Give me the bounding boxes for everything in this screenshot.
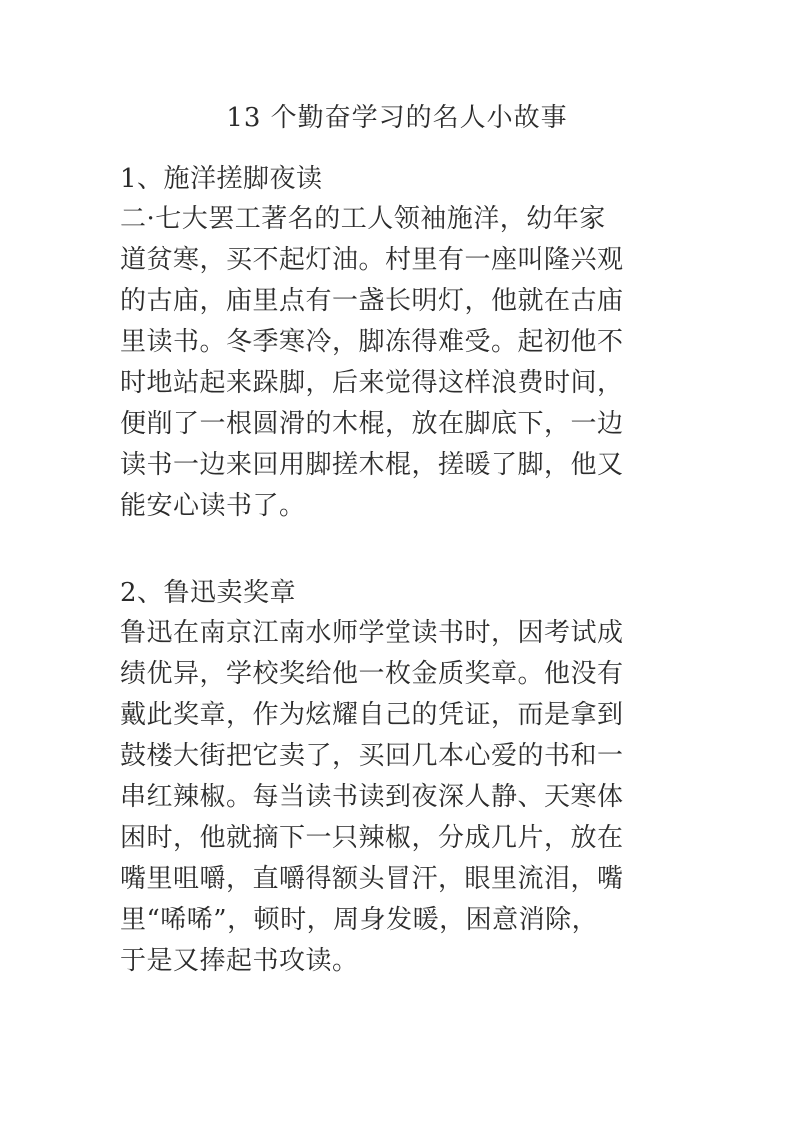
story-heading: 1、施洋搓脚夜读 (120, 164, 323, 194)
story-section-2 (120, 574, 690, 982)
paragraph-line: 二·七大罢工著名的工人领袖施洋，幼年家 (120, 204, 606, 234)
paragraph-line: 鼓楼大街把它卖了，买回几本心爱的书和一 (120, 741, 624, 771)
paragraph-line: 时地站起来跺脚，后来觉得这样浪费时间， (120, 368, 624, 398)
story-section-1 (120, 160, 690, 527)
story-heading: 2、鲁迅卖奖章 (120, 578, 297, 608)
paragraph-line: 读书一边来回用脚搓木棍，搓暖了脚，他又 (120, 450, 624, 480)
paragraph-line: 于是又捧起书攻读。 (120, 946, 359, 976)
paragraph-line: 的古庙，庙里点有一盏长明灯，他就在古庙 (120, 286, 624, 316)
paragraph-line: 道贫寒，买不起灯油。村里有一座叫隆兴观 (120, 245, 624, 275)
page-title: 13 个勤奋学习的名人小故事 (226, 103, 568, 133)
paragraph-line: 便削了一根圆滑的木棍，放在脚底下，一边 (120, 409, 624, 439)
paragraph-line: 绩优异，学校奖给他一枚金质奖章。他没有 (120, 659, 624, 689)
paragraph-line: 里读书。冬季寒冷，脚冻得难受。起初他不 (120, 327, 624, 357)
paragraph-line: 串红辣椒。每当读书读到夜深人静、天寒体 (120, 782, 624, 812)
paragraph-line: 能安心读书了。 (120, 491, 306, 521)
paragraph-line: 里“唏唏”，顿时，周身发暖，困意消除， (120, 905, 599, 935)
paragraph-line: 嘴里咀嚼，直嚼得额头冒汗，眼里流泪，嘴 (120, 864, 624, 894)
paragraph-line: 戴此奖章，作为炫耀自己的凭证，而是拿到 (120, 700, 624, 730)
paragraph-line: 困时，他就摘下一只辣椒，分成几片，放在 (120, 823, 624, 853)
paragraph-line: 鲁迅在南京江南水师学堂读书时，因考试成 (120, 618, 624, 648)
